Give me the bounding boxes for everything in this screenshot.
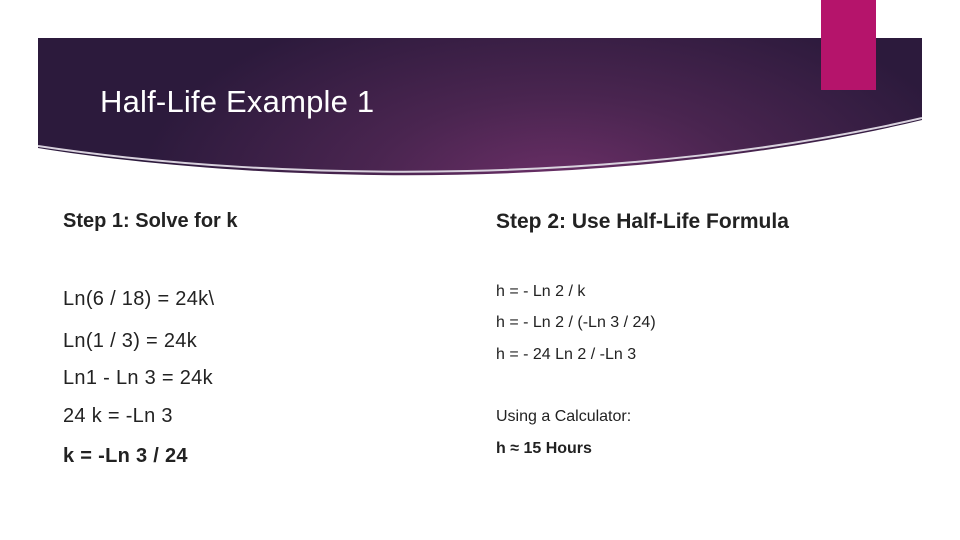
step1-heading: Step 1: Solve for k <box>63 210 238 232</box>
step1-line-3: Ln1 - Ln 3 = 24k <box>63 367 213 389</box>
slide-title: Half-Life Example 1 <box>100 84 375 119</box>
step1-column <box>63 210 463 467</box>
step2-line-3: h = - 24 Ln 2 / -Ln 3 <box>496 346 637 363</box>
step2-heading: Step 2: Use Half-Life Formula <box>496 210 789 233</box>
step2-line-4: Using a Calculator: <box>496 408 632 425</box>
step2-line-1: h = - Ln 2 / k <box>496 283 586 300</box>
step1-line-1: Ln(6 / 18) = 24k\ <box>63 288 215 310</box>
step1-result: k = -Ln 3 / 24 <box>63 445 188 467</box>
step2-column <box>496 210 916 457</box>
step2-line-2: h = - Ln 2 / (-Ln 3 / 24) <box>496 314 656 331</box>
accent-bar <box>821 0 876 90</box>
step1-line-2: Ln(1 / 3) = 24k <box>63 330 198 352</box>
step1-line-4: 24 k = -Ln 3 <box>63 405 173 427</box>
step2-result: h ≈ 15 Hours <box>496 440 592 457</box>
